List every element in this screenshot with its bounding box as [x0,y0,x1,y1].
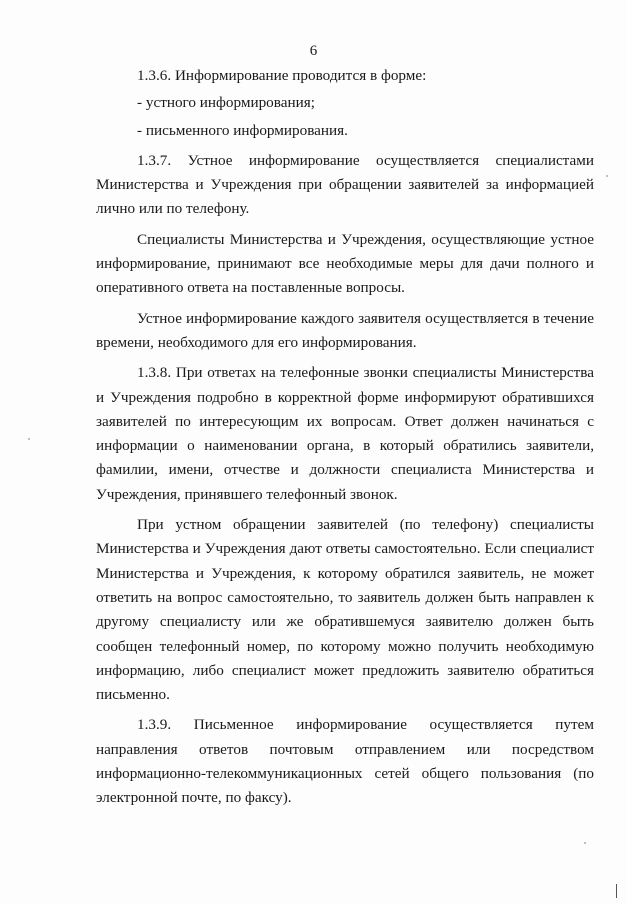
paragraph-1-3-8: 1.3.8. При ответах на телефонные звонки специалисты Министерства и Учреждения подробно в корректной форме информируют обратившихся заявителей по интересующим их вопросам. Ответ должен начинаться с информации о наименовании органа, в который обратились заявители, фамилии, имени, отчестве и должности специалиста Министерства и Учреждения, принявшего телефонный звонок. [96,364,594,503]
list-item-written: - письменного информирования. [137,121,348,139]
scan-speck [584,842,586,844]
paragraph-1-3-7: 1.3.7. Устное информирование осуществляется специалистами Министерства и Учреждения при обращении заявителей за информацией лично или по телефону. [96,151,594,218]
list-item-oral: - устного информирования; [137,94,315,112]
paragraph-1-3-6-heading: 1.3.6. Информирование проводится в форме: [137,67,427,84]
page-number: 6 [309,43,318,59]
scan-edge-mark [616,884,617,898]
paragraph-1-3-9: 1.3.9. Письменное информирование осуществляется путем направления ответов почтовым отправлением или посредством информационно-телекоммуникационных сетей общего пользования (по электронной почте, по факсу). [96,716,594,807]
paragraph-oral-request: При устном обращении заявителей (по телефону) специалисты Министерства и Учреждения дают ответы самостоятельно. Если специалист Министерства и Учреждения, к которому обратился заявитель, не может ответить на вопрос самостоятельно, то заявитель должен быть направлен к другому специалисту или же обратившемуся заявителю должен быть сообщен телефонный номер, по которому можно получить необходимую информацию, либо специалист может предложить заявителю обратиться письменно. [96,516,594,704]
document-body [96,64,594,811]
scan-speck [28,438,30,440]
paragraph-specialists: Специалисты Министерства и Учреждения, осуществляющие устное информирование, принимают все необходимые меры для дачи полного и оперативного ответа на поставленные вопросы. [96,230,594,297]
paragraph-oral-duration: Устное информирование каждого заявителя осуществляется в течение времени, необходимого для его информирования. [96,309,594,351]
scan-speck [606,175,608,177]
